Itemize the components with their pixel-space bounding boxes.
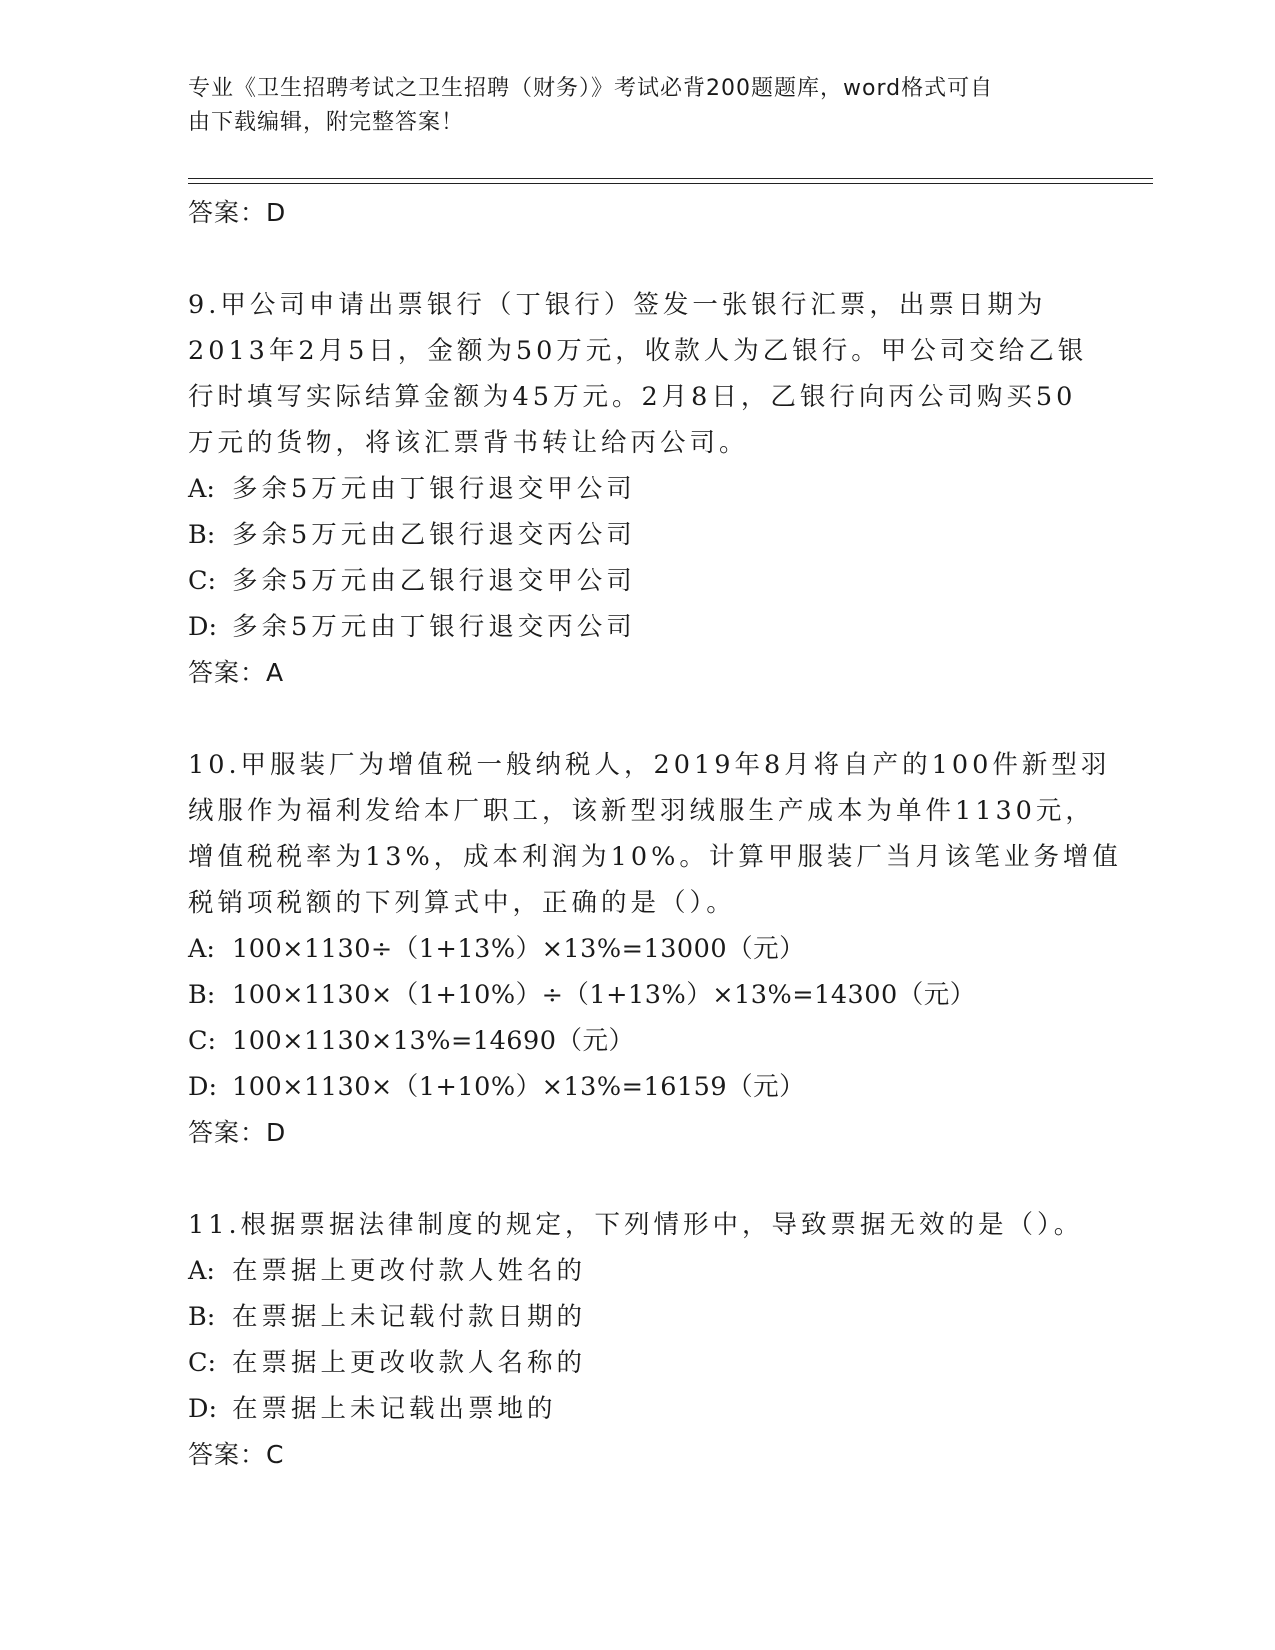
answer-value: C [266, 1440, 285, 1469]
question-text-line: 10.甲服装厂为增值税一般纳税人，2019年8月将自产的100件新型羽 [188, 750, 1111, 780]
header-line-1: 专业《卫生招聘考试之卫生招聘（财务）》考试必背200题题库，word格式可自 [188, 76, 994, 101]
option-text: 多余5万元由乙银行退交丙公司 [232, 520, 636, 550]
question-text-line: 行时填写实际结算金额为45万元。2月8日，乙银行向丙公司购买50 [188, 382, 1077, 412]
option-text: 在票据上更改付款人姓名的 [232, 1256, 587, 1286]
option-letter: B: [188, 1302, 216, 1332]
option-text: 在票据上未记载付款日期的 [232, 1302, 587, 1332]
option-text: 100×1130÷（1+13%）×13%=13000（元） [232, 934, 806, 964]
question-text-line: 税销项税额的下列算式中，正确的是（）。 [188, 888, 736, 918]
option-letter: C: [188, 1348, 217, 1378]
question-text-line: 9.甲公司申请出票银行（丁银行）签发一张银行汇票，出票日期为 [188, 290, 1047, 320]
option-letter: A: [188, 1256, 216, 1286]
option-d [188, 1386, 1088, 1432]
question-block [188, 1202, 1088, 1478]
question-text-line: 11.根据票据法律制度的规定，下列情形中，导致票据无效的是（）。 [188, 1210, 1084, 1240]
option-b [188, 972, 1088, 1018]
header-rule-top [188, 178, 1153, 179]
option-text: 多余5万元由丁银行退交丙公司 [232, 612, 636, 642]
answer-label: 答案： [188, 1118, 267, 1147]
answer-line [188, 1110, 1088, 1156]
option-letter: D: [188, 1394, 218, 1424]
question-block [188, 282, 1088, 696]
option-text: 100×1130×（1+10%）×13%=16159（元） [232, 1072, 806, 1102]
option-text: 多余5万元由乙银行退交甲公司 [232, 566, 636, 596]
answer-label: 答案： [188, 658, 267, 687]
answer-value: D [266, 198, 287, 227]
option-letter: B: [188, 520, 216, 550]
option-c [188, 1018, 1088, 1064]
option-text: 多余5万元由丁银行退交甲公司 [232, 474, 636, 504]
answer-line [188, 1432, 1088, 1478]
option-b [188, 1294, 1088, 1340]
option-text: 100×1130×（1+10%）÷（1+13%）×13%=14300（元） [232, 980, 976, 1010]
option-letter: D: [188, 612, 218, 642]
answer-label: 答案： [188, 1440, 267, 1469]
question-block [188, 742, 1122, 1156]
option-text: 100×1130×13%=14690（元） [232, 1026, 635, 1056]
option-text: 在票据上未记载出票地的 [232, 1394, 557, 1424]
option-b [188, 512, 1088, 558]
question-text-line: 绒服作为福利发给本厂职工，该新型羽绒服生产成本为单件1130元， [188, 796, 1095, 826]
answer-value: D [266, 1118, 287, 1147]
option-a [188, 1248, 1088, 1294]
option-a [188, 466, 1088, 512]
option-a [188, 926, 1088, 972]
question-text-line: 万元的货物，将该汇票背书转让给丙公司。 [188, 428, 749, 458]
header-line-2: 由下载编辑，附完整答案！ [188, 110, 465, 135]
question-text-line: 增值税税率为13%，成本利润为10%。计算甲服装厂当月该笔业务增值 [188, 842, 1122, 872]
question-text-line: 2013年2月5日，金额为50万元，收款人为乙银行。甲公司交给乙银 [188, 336, 1088, 366]
option-letter: A: [188, 934, 216, 964]
option-c [188, 558, 1088, 604]
document-header [188, 72, 1088, 140]
document-body [188, 190, 1122, 1478]
answer-label: 答案： [188, 198, 267, 227]
answer-value: A [266, 658, 285, 687]
header-rule-bottom [188, 183, 1153, 184]
option-letter: B: [188, 980, 216, 1010]
option-letter: A: [188, 474, 216, 504]
option-d [188, 1064, 1088, 1110]
answer-line [188, 190, 1088, 236]
option-text: 在票据上更改收款人名称的 [232, 1348, 587, 1378]
answer-line [188, 650, 1088, 696]
option-letter: C: [188, 566, 217, 596]
option-c [188, 1340, 1088, 1386]
option-letter: C: [188, 1026, 217, 1056]
option-d [188, 604, 1088, 650]
option-letter: D: [188, 1072, 218, 1102]
